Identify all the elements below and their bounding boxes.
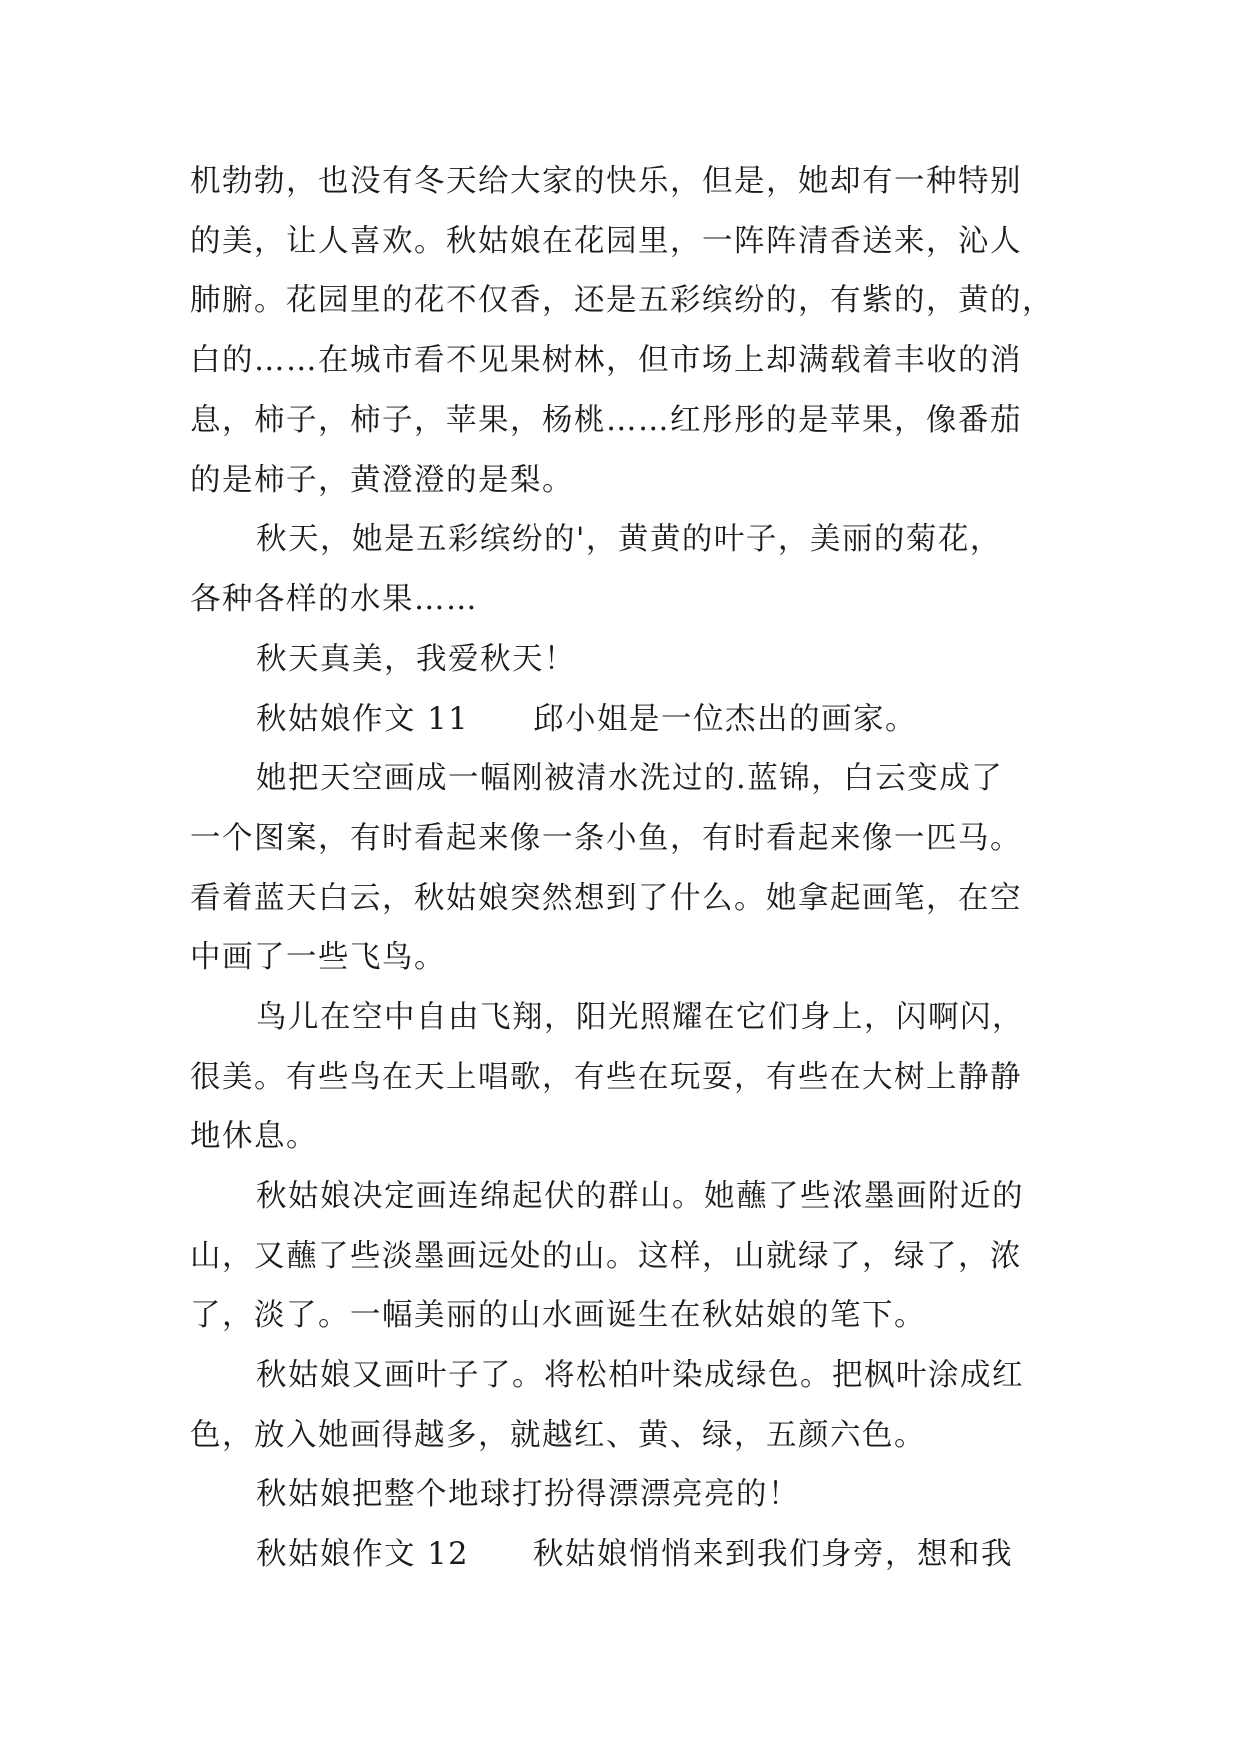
text-line: 息，柿子，柿子，苹果，杨桃……红彤彤的是苹果，像番茄 bbox=[190, 403, 1022, 438]
text-line: 山，又蘸了些淡墨画远处的山。这样，山就绿了，绿了，浓 bbox=[190, 1239, 1022, 1274]
text-line: 了，淡了。一幅美丽的山水画诞生在秋姑娘的笔下。 bbox=[190, 1298, 926, 1333]
text-line: 的是柿子，黄澄澄的是梨。 bbox=[190, 463, 574, 498]
text-line: 的美，让人喜欢。秋姑娘在花园里，一阵阵清香送来，沁人 bbox=[190, 224, 1022, 259]
section-heading-line: 秋姑娘作文 12 秋姑娘悄悄来到我们身旁，想和我 bbox=[256, 1537, 1014, 1572]
paragraph-start-line: 鸟儿在空中自由飞翔，阳光照耀在它们身上，闪啊闪， bbox=[256, 1000, 1024, 1035]
paragraph-start-line: 秋姑娘又画叶子了。将松柏叶染成绿色。把枫叶涂成红 bbox=[256, 1358, 1024, 1393]
text-line: 一个图案，有时看起来像一条小鱼，有时看起来像一匹马。 bbox=[190, 821, 1022, 856]
paragraph-start-line: 秋姑娘决定画连绵起伏的群山。她蘸了些浓墨画附近的 bbox=[256, 1179, 1024, 1214]
document-page bbox=[190, 0, 1070, 1754]
text-line: 各种各样的水果…… bbox=[190, 582, 478, 617]
text-line: 肺腑。花园里的花不仅香，还是五彩缤纷的，有紫的，黄的， bbox=[190, 283, 1054, 318]
text-line: 很美。有些鸟在天上唱歌，有些在玩耍，有些在大树上静静 bbox=[190, 1060, 1022, 1095]
text-line: 白的……在城市看不见果树林，但市场上却满载着丰收的消 bbox=[190, 343, 1022, 378]
text-line: 色，放入她画得越多，就越红、黄、绿，五颜六色。 bbox=[190, 1418, 926, 1453]
paragraph-start-line: 秋天真美，我爱秋天！ bbox=[256, 642, 576, 677]
text-line: 中画了一些飞鸟。 bbox=[190, 940, 446, 975]
section-heading-line: 秋姑娘作文 11 邱小姐是一位杰出的画家。 bbox=[256, 702, 918, 737]
paragraph-start-line: 她把天空画成一幅刚被清水洗过的.蓝锦，白云变成了 bbox=[256, 761, 1004, 796]
text-line: 看着蓝天白云，秋姑娘突然想到了什么。她拿起画笔，在空 bbox=[190, 881, 1022, 916]
paragraph-start-line: 秋天，她是五彩缤纷的'，黄黄的叶子，美丽的菊花， bbox=[256, 522, 1002, 557]
text-line: 地休息。 bbox=[190, 1119, 318, 1154]
paragraph-start-line: 秋姑娘把整个地球打扮得漂漂亮亮的！ bbox=[256, 1477, 800, 1512]
text-line: 机勃勃，也没有冬天给大家的快乐，但是，她却有一种特别 bbox=[190, 164, 1022, 199]
